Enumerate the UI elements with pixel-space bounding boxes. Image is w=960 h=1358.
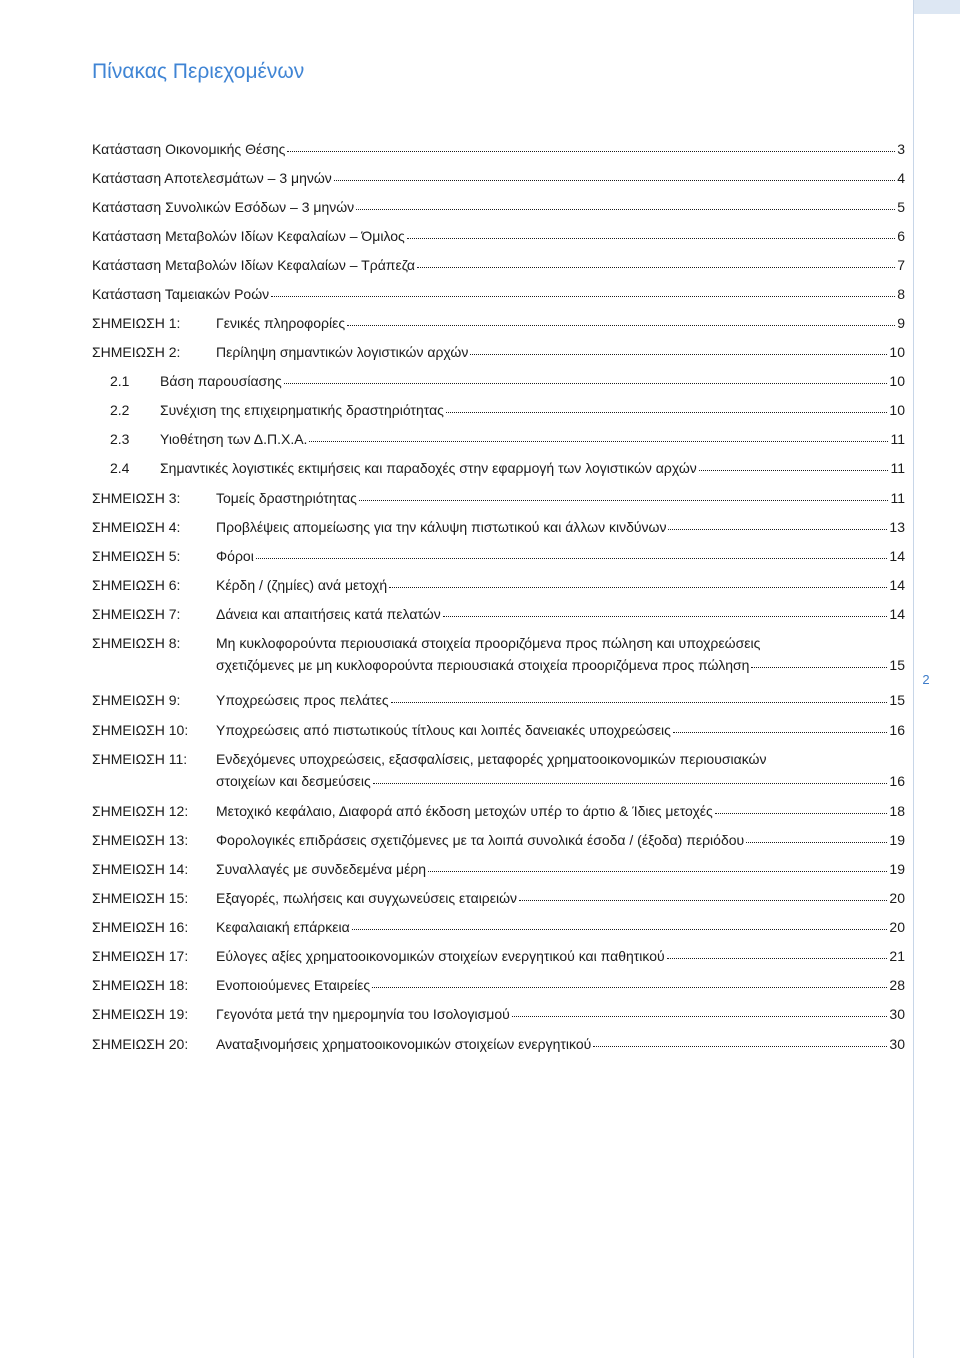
toc-entry[interactable] — [92, 454, 905, 476]
toc-entry[interactable] — [92, 826, 905, 848]
toc-entry-page: 11 — [890, 431, 905, 447]
toc-entry-page: 11 — [890, 490, 905, 506]
toc-entry-page: 30 — [889, 1036, 905, 1052]
toc-entry-label: Συναλλαγές με συνδεδεμένα μέρη — [216, 861, 427, 877]
toc-entry-label: Κατάσταση Μεταβολών Ιδίων Κεφαλαίων – Όμιλος — [92, 228, 405, 244]
toc-entry-number: ΣΗΜΕΙΩΣΗ 7: — [92, 606, 181, 622]
toc-entry-page: 13 — [889, 519, 905, 535]
toc-entry-number: 2.3 — [110, 431, 130, 447]
toc-entry-number: ΣΗΜΕΙΩΣΗ 17: — [92, 948, 189, 964]
toc-entry-number: ΣΗΜΕΙΩΣΗ 8: — [92, 635, 181, 651]
dot-leader — [256, 558, 888, 559]
toc-entry-number: ΣΗΜΕΙΩΣΗ 19: — [92, 1006, 189, 1022]
toc-entry-label: Υποχρεώσεις από πιστωτικούς τίτλους και λοιπές δανειακές υποχρεώσεις — [216, 722, 671, 738]
page-number: 2 — [922, 672, 930, 687]
dot-leader — [334, 180, 895, 181]
dot-leader — [715, 813, 888, 814]
toc-entry-number: ΣΗΜΕΙΩΣΗ 3: — [92, 490, 181, 506]
toc-entry-number: ΣΗΜΕΙΩΣΗ 20: — [92, 1036, 189, 1052]
toc-entry-label: Κατάσταση Μεταβολών Ιδίων Κεφαλαίων – Τράπεζα — [92, 257, 416, 273]
toc-entry-label: Υιοθέτηση των Δ.Π.Χ.Α. — [160, 431, 308, 447]
toc-entry-number: ΣΗΜΕΙΩΣΗ 9: — [92, 692, 181, 708]
toc-entry-page: 16 — [889, 773, 905, 789]
toc-entry-number: ΣΗΜΕΙΩΣΗ 1: — [92, 315, 181, 331]
toc-entry[interactable] — [92, 396, 905, 418]
toc-entry-page: 10 — [889, 344, 905, 360]
dot-leader — [372, 987, 887, 988]
toc-entry-label: Φορολογικές επιδράσεις σχετιζόμενες με τα λοιπά συνολικά έσοδα / (έξοδα) περιόδου — [216, 832, 745, 848]
toc-entry-label: Κεφαλαιακή επάρκεια — [216, 919, 350, 935]
dot-leader — [593, 1046, 887, 1047]
dot-leader — [668, 529, 887, 530]
toc-entry-page: 10 — [889, 402, 905, 418]
toc-entry-number: ΣΗΜΕΙΩΣΗ 2: — [92, 344, 181, 360]
dot-leader — [417, 267, 895, 268]
toc-entry-label: Υποχρεώσεις προς πελάτες — [216, 692, 389, 708]
toc-entry[interactable] — [92, 280, 905, 302]
toc-entry-label: Αναταξινομήσεις χρηματοοικονομικών στοιχείων ενεργητικού — [216, 1036, 592, 1052]
toc-entry-number: ΣΗΜΕΙΩΣΗ 12: — [92, 803, 189, 819]
toc-entry-label: Κέρδη / (ζημίες) ανά μετοχή — [216, 577, 388, 593]
toc-entry-number: ΣΗΜΕΙΩΣΗ 5: — [92, 548, 181, 564]
toc-entry[interactable] — [92, 135, 905, 157]
toc-entry-page: 3 — [897, 141, 905, 157]
toc-entry-number: ΣΗΜΕΙΩΣΗ 14: — [92, 861, 189, 877]
dot-leader — [512, 1016, 888, 1017]
toc-entry-label: Σημαντικές λογιστικές εκτιμήσεις και παραδοχές στην εφαρμογή των λογιστικών αρχών — [160, 460, 697, 476]
toc-entry-page: 5 — [897, 199, 905, 215]
toc-entry-label: Συνέχιση της επιχειρηματικής δραστηριότητας — [160, 402, 444, 418]
toc-entry[interactable] — [92, 1000, 905, 1022]
dot-leader — [699, 470, 889, 471]
toc-entry-number: ΣΗΜΕΙΩΣΗ 15: — [92, 890, 189, 906]
toc-entry-label: στοιχείων και δεσμεύσεις — [216, 773, 371, 789]
toc-entry[interactable] — [92, 542, 905, 564]
toc-entry[interactable] — [92, 716, 905, 738]
dot-leader — [443, 616, 888, 617]
toc-entry-page: 11 — [890, 460, 905, 476]
side-tab-cap — [914, 0, 960, 14]
dot-leader — [347, 325, 895, 326]
toc-entry[interactable] — [92, 513, 905, 535]
toc-title: Πίνακας Περιεχομένων — [92, 60, 305, 83]
toc-entry-page: 21 — [889, 948, 905, 964]
dot-leader — [356, 209, 895, 210]
dot-leader — [751, 667, 887, 668]
toc-entry[interactable] — [92, 971, 905, 993]
toc-entry-label: Γεγονότα μετά την ημερομηνία του Ισολογισμού — [216, 1006, 510, 1022]
toc-entry-page: 28 — [889, 977, 905, 993]
toc-entry[interactable] — [92, 1030, 905, 1052]
toc-entry-page: 18 — [889, 803, 905, 819]
dot-leader — [271, 296, 895, 297]
toc-entry-number: ΣΗΜΕΙΩΣΗ 4: — [92, 519, 181, 535]
dot-leader — [519, 900, 887, 901]
toc-entry-number: 2.1 — [110, 373, 130, 389]
dot-leader — [673, 732, 888, 733]
toc-entry-label: Κατάσταση Αποτελεσμάτων – 3 μηνών — [92, 170, 332, 186]
dot-leader — [391, 702, 888, 703]
toc-entry-label: Φόροι — [216, 548, 254, 564]
toc-entry-label: Κατάσταση Οικονομικής Θέσης — [92, 141, 286, 157]
toc-entry-label: Εύλογες αξίες χρηματοοικονομικών στοιχείων ενεργητικού και παθητικού — [216, 948, 665, 964]
toc-entry-number: 2.2 — [110, 402, 130, 418]
dot-leader — [470, 354, 887, 355]
toc-entry-page: 20 — [889, 890, 905, 906]
toc-entry-label: Βάση παρουσίασης — [160, 373, 282, 389]
dot-leader — [407, 238, 895, 239]
dot-leader — [284, 383, 888, 384]
toc-entry[interactable] — [92, 164, 905, 186]
toc-entry[interactable] — [92, 942, 905, 964]
toc-entry-label: Κατάσταση Συνολικών Εσόδων – 3 μηνών — [92, 199, 355, 215]
toc-entry-number: ΣΗΜΕΙΩΣΗ 6: — [92, 577, 181, 593]
toc-entry-label: Εξαγορές, πωλήσεις και συγχωνεύσεις εταιρειών — [216, 890, 518, 906]
toc-entry[interactable] — [92, 571, 905, 593]
toc-entry-page: 7 — [897, 257, 905, 273]
toc-entry[interactable] — [92, 251, 905, 273]
toc-entry-page: 10 — [889, 373, 905, 389]
toc-entry-page: 14 — [889, 548, 905, 564]
toc-entry-page: 8 — [897, 286, 905, 302]
toc-entry-page: 20 — [889, 919, 905, 935]
toc-entry-number: 2.4 — [110, 460, 130, 476]
toc-entry-page: 15 — [889, 692, 905, 708]
toc-entry[interactable] — [92, 338, 905, 360]
toc-entry-label: Τομείς δραστηριότητας — [216, 490, 357, 506]
dot-leader — [309, 441, 888, 442]
toc-entry-label: Προβλέψεις απομείωσης για την κάλυψη πιστωτικού και άλλων κινδύνων — [216, 519, 667, 535]
toc-entry-label: Περίληψη σημαντικών λογιστικών αρχών — [216, 344, 469, 360]
toc-entry-label: Κατάσταση Ταμειακών Ροών — [92, 286, 270, 302]
toc-entry[interactable] — [92, 367, 905, 389]
toc-entry[interactable] — [92, 222, 905, 244]
toc-entry-label: Δάνεια και απαιτήσεις κατά πελατών — [216, 606, 441, 622]
toc-entry-label: Μετοχικό κεφάλαιο, Διαφορά από έκδοση μετοχών υπέρ το άρτιο & Ίδιες μετοχές — [216, 803, 713, 819]
toc-entry[interactable] — [92, 193, 905, 215]
dot-leader — [287, 151, 895, 152]
toc-entry-page: 9 — [897, 315, 905, 331]
toc-entry-label: Ενοποιούμενες Εταιρείες — [216, 977, 371, 993]
toc-entry-page: 30 — [889, 1006, 905, 1022]
toc-entry[interactable] — [92, 884, 905, 906]
toc-entry[interactable] — [92, 686, 905, 708]
toc-entry-number: ΣΗΜΕΙΩΣΗ 11: — [92, 751, 188, 767]
toc-entry-page: 14 — [889, 577, 905, 593]
toc-entry[interactable] — [92, 745, 905, 789]
toc-entry-number: ΣΗΜΕΙΩΣΗ 10: — [92, 722, 189, 738]
toc-entry-page: 6 — [897, 228, 905, 244]
toc-entry-page: 16 — [889, 722, 905, 738]
toc-entry-page: 4 — [897, 170, 905, 186]
toc-entry[interactable] — [92, 600, 905, 622]
toc-entry-label: σχετιζόμενες με μη κυκλοφορούντα περιουσιακά στοιχεία προοριζόμενα προς πώληση — [216, 657, 750, 673]
dot-leader — [446, 412, 887, 413]
toc-entry[interactable] — [92, 309, 905, 331]
toc-entry[interactable] — [92, 629, 905, 673]
dot-leader — [746, 842, 887, 843]
toc-entry-number: ΣΗΜΕΙΩΣΗ 13: — [92, 832, 189, 848]
toc-entry[interactable] — [92, 484, 905, 506]
dot-leader — [373, 783, 888, 784]
toc-entry-label: Γενικές πληροφορίες — [216, 315, 346, 331]
dot-leader — [428, 871, 887, 872]
dot-leader — [359, 500, 889, 501]
toc-entry[interactable] — [92, 425, 905, 447]
toc-entry-page: 19 — [889, 832, 905, 848]
toc-entry-label-line1: Ενδεχόμενες υποχρεώσεις, εξασφαλίσεις, μεταφορές χρηματοοικονομικών περιουσιακών — [216, 751, 767, 767]
dot-leader — [667, 958, 888, 959]
toc-entry[interactable] — [92, 855, 905, 877]
toc-entry-page: 15 — [889, 657, 905, 673]
toc-entry-page: 19 — [889, 861, 905, 877]
toc-entry-number: ΣΗΜΕΙΩΣΗ 16: — [92, 919, 189, 935]
dot-leader — [352, 929, 888, 930]
dot-leader — [389, 587, 887, 588]
toc-entry-label-line1: Μη κυκλοφορούντα περιουσιακά στοιχεία προοριζόμενα προς πώληση και υποχρεώσεις — [216, 635, 761, 651]
toc-entry[interactable] — [92, 913, 905, 935]
toc-entry-page: 14 — [889, 606, 905, 622]
toc-entry-number: ΣΗΜΕΙΩΣΗ 18: — [92, 977, 189, 993]
toc-entry[interactable] — [92, 797, 905, 819]
